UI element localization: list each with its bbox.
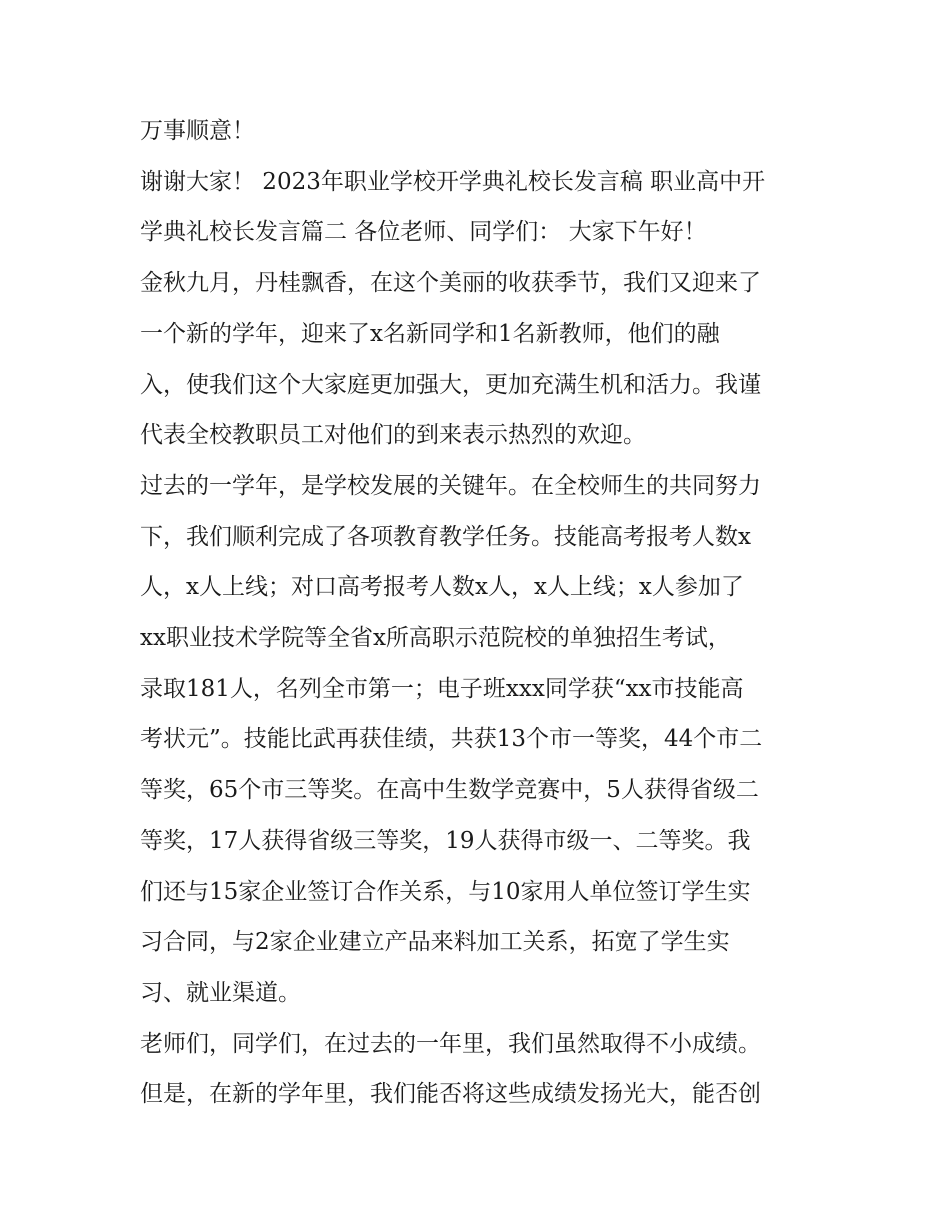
text-line: 下，我们顺利完成了各项教育教学任务。技能高考报考人数x [140, 523, 751, 550]
text-line: 金秋九月，丹桂飘香，在这个美丽的收获季节，我们又迎来了 [140, 270, 761, 297]
text-line: 等奖，17人获得省级三等奖，19人获得市级一、二等奖。我 [140, 827, 751, 854]
text-line: 入，使我们这个大家庭更加强大，更加充满生机和活力。我谨 [140, 371, 761, 398]
text-line: 过去的一学年，是学校发展的关键年。在全校师生的共同努力 [140, 472, 761, 499]
document-body [140, 106, 820, 1120]
text-line: 习合同，与2家企业建立产品来料加工关系，拓宽了学生实 [140, 929, 730, 956]
text-line: 人，x人上线；对口高考报考人数x人，x人上线；x人参加了 [140, 574, 744, 601]
paragraph-achievements [140, 461, 820, 1019]
text-line: 代表全校教职员工对他们的到来表示热烈的欢迎。 [140, 422, 646, 449]
text-line: 习、就业渠道。 [140, 979, 301, 1006]
text-line: xx职业技术学院等全省x所高职示范院校的单独招生考试， [140, 625, 731, 652]
text-line: 录取181人，名列全市第一；电子班xxx同学获“xx市技能高 [140, 675, 744, 702]
text-line: 学典礼校长发言篇二 各位老师、同学们： 大家下午好！ [140, 219, 707, 246]
paragraph-closing-wish [140, 106, 820, 157]
paragraph-new-year-outlook [140, 1019, 820, 1120]
paragraph-thanks-and-title [140, 157, 820, 258]
text-line: 们还与15家企业签订合作关系，与10家用人单位签订学生实 [140, 878, 751, 905]
text-line: 但是，在新的学年里，我们能否将这些成绩发扬光大，能否创 [140, 1081, 761, 1108]
text-line: 等奖，65个市三等奖。在高中生数学竞赛中，5人获得省级二 [140, 777, 759, 804]
text-line: 老师们，同学们，在过去的一年里，我们虽然取得不小成绩。 [140, 1030, 761, 1057]
text-line: 一个新的学年，迎来了x名新同学和1名新教师，他们的融 [140, 320, 720, 347]
text-line: 万事顺意！ [140, 118, 255, 144]
text-line: 谢谢大家！ 2023年职业学校开学典礼校长发言稿 职业高中开 [140, 168, 766, 195]
text-line: 考状元”。技能比武再获佳绩，共获13个市一等奖，44个市二 [140, 726, 763, 753]
paragraph-welcome [140, 258, 820, 461]
